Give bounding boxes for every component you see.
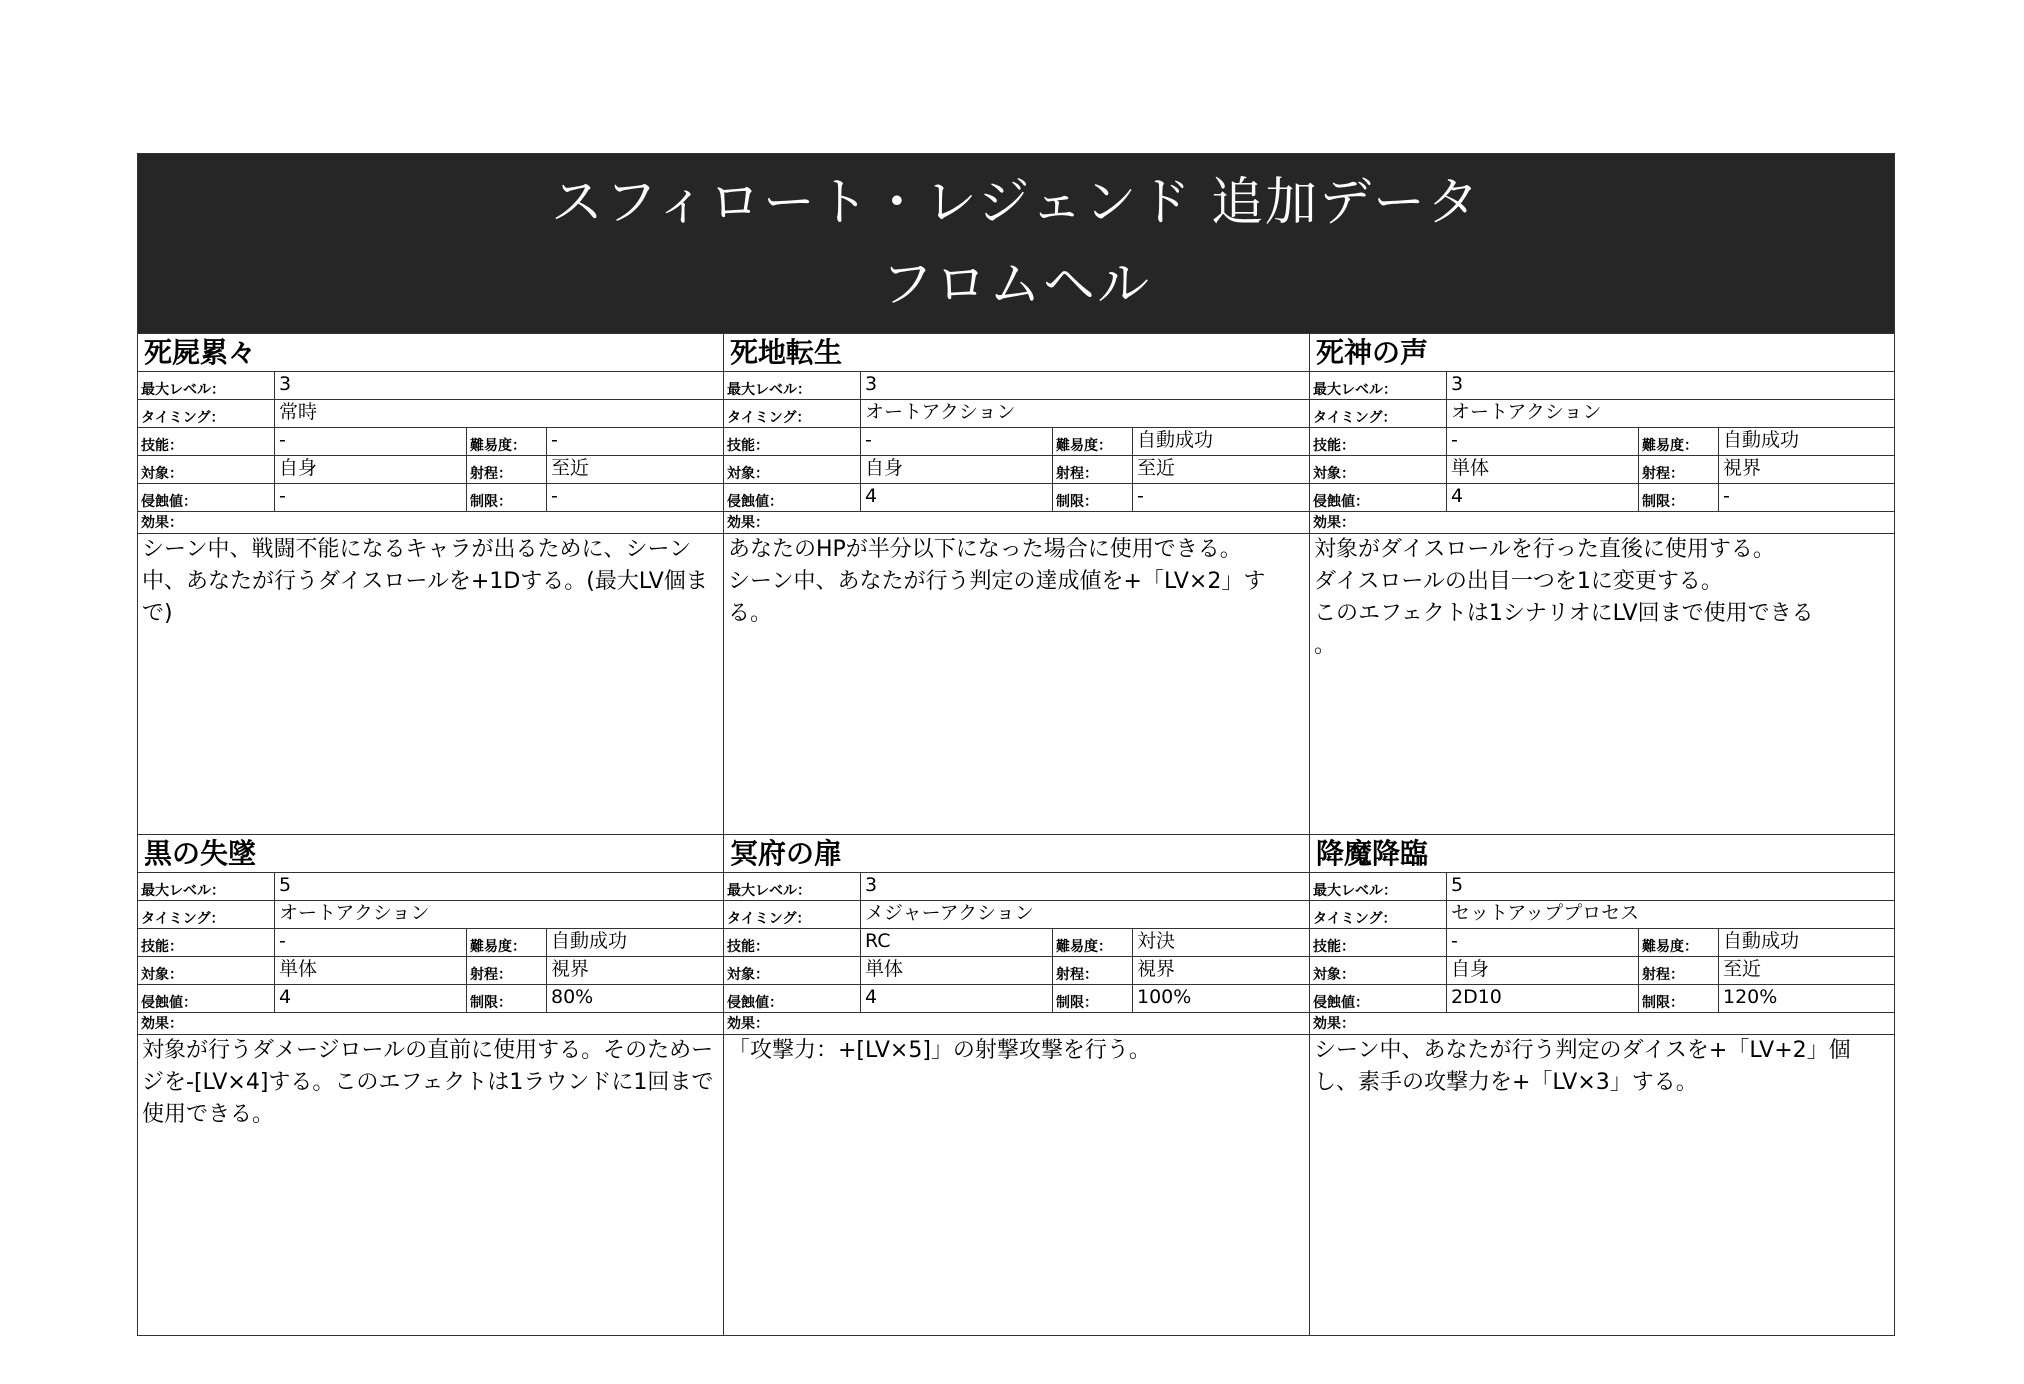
sheet-title: スフィロート・レジェンド 追加データ (550, 172, 1482, 233)
max-level-label: 最大レベル： (724, 372, 861, 399)
timing-label: タイミング： (724, 400, 861, 427)
effect-label: 効果： (138, 1013, 723, 1035)
target-value: 自身 (861, 456, 1053, 483)
range-label: 射程： (1639, 456, 1719, 483)
timing-value: オートアクション (1451, 401, 1602, 423)
timing-value: オートアクション (279, 902, 430, 924)
erosion-value: 2D10 (1447, 985, 1639, 1012)
limit-value: 120% (1723, 986, 1778, 1008)
erosion-label: 侵蝕値： (138, 484, 275, 511)
limit-label: 制限： (1053, 985, 1133, 1012)
range-label: 射程： (467, 456, 547, 483)
erosion-value: 4 (861, 985, 1053, 1012)
erosion-value: 4 (275, 985, 467, 1012)
limit-value: 100% (1137, 986, 1192, 1008)
effect-name: 冥府の扉 (724, 835, 1309, 873)
skill-label: 技能： (724, 428, 861, 455)
timing-label: タイミング： (1310, 901, 1447, 928)
effect-card (1310, 835, 1894, 1336)
skill-row (724, 929, 1309, 957)
range-label: 射程： (1053, 957, 1133, 984)
erosion-row (1310, 985, 1894, 1013)
range-label: 射程： (467, 957, 547, 984)
skill-row (724, 428, 1309, 456)
skill-value: - (275, 428, 467, 455)
effect-description: シーン中、戦闘不能になるキャラが出るために、シーン中、あなたが行うダイスロールを+1Dする。(最大LV個まで) (142, 537, 708, 626)
sheet-subtitle: フロムヘル (880, 254, 1151, 315)
skill-row (138, 428, 723, 456)
timing-row (724, 901, 1309, 929)
difficulty-value: 自動成功 (551, 930, 628, 952)
limit-value: 80% (551, 986, 594, 1008)
limit-label: 制限： (1639, 985, 1719, 1012)
skill-label: 技能： (138, 428, 275, 455)
limit-label: 制限： (1639, 484, 1719, 511)
target-row (138, 456, 723, 484)
skill-label: 技能： (138, 929, 275, 956)
effect-label: 効果： (1310, 512, 1894, 534)
target-value: 自身 (275, 456, 467, 483)
effect-card (724, 334, 1310, 835)
erosion-row (724, 985, 1309, 1013)
target-label: 対象： (1310, 456, 1447, 483)
erosion-row (1310, 484, 1894, 512)
difficulty-value: 自動成功 (1137, 429, 1214, 451)
erosion-value: - (275, 484, 467, 511)
effect-label: 効果： (724, 512, 1309, 534)
range-value: 視界 (551, 958, 590, 980)
difficulty-label: 難易度： (1639, 929, 1719, 956)
range-value: 視界 (1723, 457, 1762, 479)
erosion-row (138, 985, 723, 1013)
difficulty-label: 難易度： (1053, 929, 1133, 956)
target-row (138, 957, 723, 985)
timing-row (1310, 400, 1894, 428)
max-level-label: 最大レベル： (724, 873, 861, 900)
effect-label: 効果： (138, 512, 723, 534)
max-level-row (724, 873, 1309, 901)
target-value: 単体 (275, 957, 467, 984)
range-value: 至近 (551, 457, 590, 479)
effect-name: 死神の声 (1310, 334, 1894, 372)
target-row (1310, 456, 1894, 484)
erosion-value: 4 (1447, 484, 1639, 511)
timing-row (138, 400, 723, 428)
max-level-row (138, 873, 723, 901)
skill-value: - (861, 428, 1053, 455)
effect-description: あなたのHPが半分以下になった場合に使用できる。 シーン中、あなたが行う判定の達成値を+「LV×2」する。 (728, 537, 1266, 626)
effect-name: 降魔降臨 (1310, 835, 1894, 873)
max-level-label: 最大レベル： (138, 873, 275, 900)
difficulty-label: 難易度： (467, 428, 547, 455)
target-value: 単体 (1447, 456, 1639, 483)
effect-card (1310, 334, 1894, 835)
max-level-value: 3 (279, 373, 292, 395)
target-label: 対象： (138, 456, 275, 483)
max-level-value: 5 (279, 874, 292, 896)
skill-row (138, 929, 723, 957)
skill-row (1310, 428, 1894, 456)
erosion-value: 4 (861, 484, 1053, 511)
difficulty-value: 自動成功 (1723, 930, 1800, 952)
timing-row (138, 901, 723, 929)
max-level-value: 3 (865, 373, 878, 395)
effect-label: 効果： (724, 1013, 1309, 1035)
timing-label: タイミング： (138, 901, 275, 928)
effect-name: 死地転生 (724, 334, 1309, 372)
max-level-label: 最大レベル： (1310, 372, 1447, 399)
difficulty-label: 難易度： (467, 929, 547, 956)
timing-row (724, 400, 1309, 428)
limit-label: 制限： (467, 985, 547, 1012)
max-level-label: 最大レベル： (1310, 873, 1447, 900)
skill-value: - (1447, 929, 1639, 956)
effect-description: シーン中、あなたが行う判定のダイスを+「LV+2」個し、素手の攻撃力を+「LV×3」する。 (1314, 1038, 1851, 1095)
target-row (724, 957, 1309, 985)
skill-label: 技能： (1310, 929, 1447, 956)
limit-label: 制限： (1053, 484, 1133, 511)
timing-value: 常時 (279, 401, 318, 423)
timing-label: タイミング： (1310, 400, 1447, 427)
effect-card (138, 334, 724, 835)
erosion-label: 侵蝕値： (724, 985, 861, 1012)
max-level-value: 5 (1451, 874, 1464, 896)
effect-card (724, 835, 1310, 1336)
difficulty-label: 難易度： (1053, 428, 1133, 455)
difficulty-value: 自動成功 (1723, 429, 1800, 451)
skill-value: RC (861, 929, 1053, 956)
target-value: 自身 (1447, 957, 1639, 984)
max-level-label: 最大レベル： (138, 372, 275, 399)
range-value: 至近 (1137, 457, 1176, 479)
range-label: 射程： (1053, 456, 1133, 483)
skill-value: - (1447, 428, 1639, 455)
effect-grid (138, 334, 1894, 1336)
timing-value: セットアッププロセス (1451, 902, 1640, 924)
limit-label: 制限： (467, 484, 547, 511)
difficulty-label: 難易度： (1639, 428, 1719, 455)
difficulty-value: 対決 (1137, 930, 1176, 952)
range-value: 至近 (1723, 958, 1762, 980)
effect-name: 死屍累々 (138, 334, 723, 372)
target-value: 単体 (861, 957, 1053, 984)
limit-value: - (1137, 485, 1144, 507)
effect-name: 黒の失墜 (138, 835, 723, 873)
effect-sheet (137, 153, 1895, 1336)
target-row (1310, 957, 1894, 985)
timing-label: タイミング： (138, 400, 275, 427)
skill-label: 技能： (1310, 428, 1447, 455)
max-level-row (1310, 873, 1894, 901)
erosion-label: 侵蝕値： (138, 985, 275, 1012)
target-label: 対象： (138, 957, 275, 984)
limit-value: - (1723, 485, 1730, 507)
skill-row (1310, 929, 1894, 957)
effect-description: 対象が行うダメージロールの直前に使用する。そのためージを-[LV×4]する。このエフェクトは1ラウンドに1回まで使用できる。 (142, 1038, 714, 1127)
target-label: 対象： (1310, 957, 1447, 984)
difficulty-value: - (551, 429, 558, 451)
target-label: 対象： (724, 456, 861, 483)
range-label: 射程： (1639, 957, 1719, 984)
sheet-header (138, 154, 1894, 334)
max-level-row (138, 372, 723, 400)
max-level-value: 3 (1451, 373, 1464, 395)
erosion-label: 侵蝕値： (724, 484, 861, 511)
effect-description: 対象がダイスロールを行った直後に使用する。 ダイスロールの出目一つを1に変更する。 このエフェクトは1シナリオにLV回まで使用できる 。 (1314, 537, 1814, 658)
timing-value: オートアクション (865, 401, 1016, 423)
erosion-row (724, 484, 1309, 512)
max-level-row (724, 372, 1309, 400)
max-level-row (1310, 372, 1894, 400)
skill-label: 技能： (724, 929, 861, 956)
limit-value: - (551, 485, 558, 507)
effect-description: 「攻撃力：+[LV×5]」の射撃攻撃を行う。 (728, 1038, 1151, 1063)
erosion-label: 侵蝕値： (1310, 985, 1447, 1012)
timing-label: タイミング： (724, 901, 861, 928)
skill-value: - (275, 929, 467, 956)
target-row (724, 456, 1309, 484)
timing-value: メジャーアクション (865, 902, 1034, 924)
effect-label: 効果： (1310, 1013, 1894, 1035)
erosion-row (138, 484, 723, 512)
effect-card (138, 835, 724, 1336)
erosion-label: 侵蝕値： (1310, 484, 1447, 511)
timing-row (1310, 901, 1894, 929)
target-label: 対象： (724, 957, 861, 984)
max-level-value: 3 (865, 874, 878, 896)
range-value: 視界 (1137, 958, 1176, 980)
